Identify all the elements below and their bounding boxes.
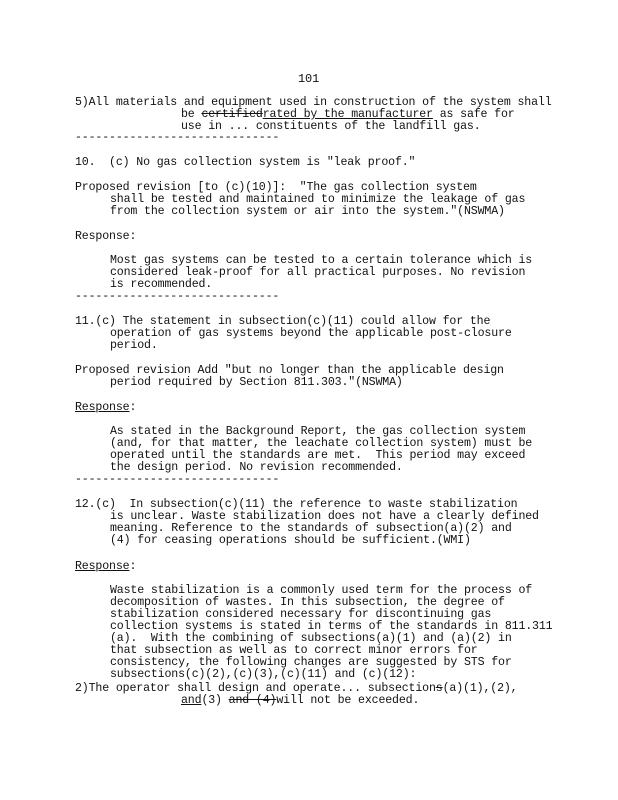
- item5-struck-text: certified: [201, 108, 263, 121]
- item10-comment: 10. (c) No gas collection system is "leak proof.": [75, 156, 416, 169]
- item12-comment-3: meaning. Reference to the standards of subsection(a)(2) and: [110, 522, 512, 535]
- item12-revision-2: [181, 695, 419, 707]
- item10-response-2: considered leak-proof for all practical purposes. No revision: [110, 266, 526, 279]
- item12-revision-2-underlined: and: [181, 694, 202, 707]
- item12-revision-1-struck: s: [435, 682, 443, 695]
- item5-line-2-pre: be: [181, 108, 202, 121]
- item12-comment-4: (4) for ceasing operations should be sufficient.(WMI): [110, 534, 471, 547]
- item12-response-word: Response: [75, 560, 130, 573]
- item10-response-1: Most gas systems can be tested to a certain tolerance which is: [110, 254, 533, 267]
- item10-proposed-3: from the collection system or air into the system."(NSWMA): [110, 205, 505, 218]
- item12-response-4: collection systems is stated in terms of the standards in 811.311: [110, 620, 553, 633]
- item12-response-3: stabilization considered necessary for discontinuing gas: [110, 608, 492, 621]
- item12-revision-2-post: will not be exceeded.: [276, 694, 420, 707]
- divider-2: ------------------------------: [75, 290, 280, 303]
- item12-comment-2: is unclear. Waste stabilization does not have a clearly defined: [110, 510, 539, 523]
- item12-response-2: decomposition of wastes. In this subsection, the degree of: [110, 596, 505, 609]
- item12-response-label: [75, 561, 136, 573]
- item12-response-8: subsections(c)(2),(c)(3),(c)(11) and (c)(12):: [110, 668, 417, 681]
- item12-revision-1-pre: 2)The operator shall design and operate... subsection: [75, 682, 436, 695]
- item11-response-colon: :: [129, 401, 137, 414]
- item12-response-1: Waste stabilization is a commonly used term for the process of: [110, 584, 533, 597]
- item11-response-3: operated until the standards are met. This period may exceed: [110, 449, 526, 462]
- item11-proposed-2: period required by Section 811.303."(NSWMA): [110, 376, 403, 389]
- item12-comment-1: 12.(c) In subsection(c)(11) the reference to waste stabilization: [75, 498, 518, 511]
- item11-response-2: (and, for that matter, the leachate collection system) must be: [110, 437, 533, 450]
- item10-proposed-2: shall be tested and maintained to minimize the leakage of gas: [110, 193, 526, 206]
- item12-revision-1-post: (a)(1),(2),: [442, 682, 518, 695]
- item12-response-7: consistency, the following changes are suggested by STS for: [110, 656, 512, 669]
- divider-1: ------------------------------: [75, 131, 280, 144]
- item5-underlined-text: rated by the manufacturer: [262, 108, 433, 121]
- item11-response-word: Response: [75, 401, 130, 414]
- item10-response-label: Response:: [75, 230, 137, 243]
- item5-line-1: 5)All materials and equipment used in construction of the system shall: [75, 96, 552, 109]
- item11-comment-1: 11.(c) The statement in subsection(c)(11) could allow for the: [75, 315, 491, 328]
- item11-comment-2: operation of gas systems beyond the applicable post-closure: [110, 327, 512, 340]
- item12-response-colon: :: [129, 560, 137, 573]
- item12-response-5: (a). With the combining of subsections(a)(1) and (a)(2) in: [110, 632, 512, 645]
- item10-response-3: is recommended.: [110, 278, 213, 291]
- page-number: 101: [298, 72, 320, 86]
- item5-line-3: use in ... constituents of the landfill gas.: [181, 120, 481, 133]
- item12-revision-2-mid: (3): [201, 694, 229, 707]
- item12-response-6: that subsection as well as to correct minor errors for: [110, 644, 478, 657]
- item11-proposed-1: Proposed revision Add "but no longer than the applicable design: [75, 364, 504, 377]
- item5-line-2-post: as safe for: [432, 108, 515, 121]
- item11-response-label: [75, 402, 136, 414]
- item11-response-1: As stated in the Background Report, the gas collection system: [110, 425, 526, 438]
- item12-revision-2-struck: and (4): [228, 694, 277, 707]
- divider-3: ------------------------------: [75, 473, 280, 486]
- item11-comment-3: period.: [110, 339, 158, 352]
- item11-response-4: the design period. No revision recommended.: [110, 461, 403, 474]
- item10-proposed-1: Proposed revision [to (c)(10)]: "The gas collection system: [75, 181, 477, 194]
